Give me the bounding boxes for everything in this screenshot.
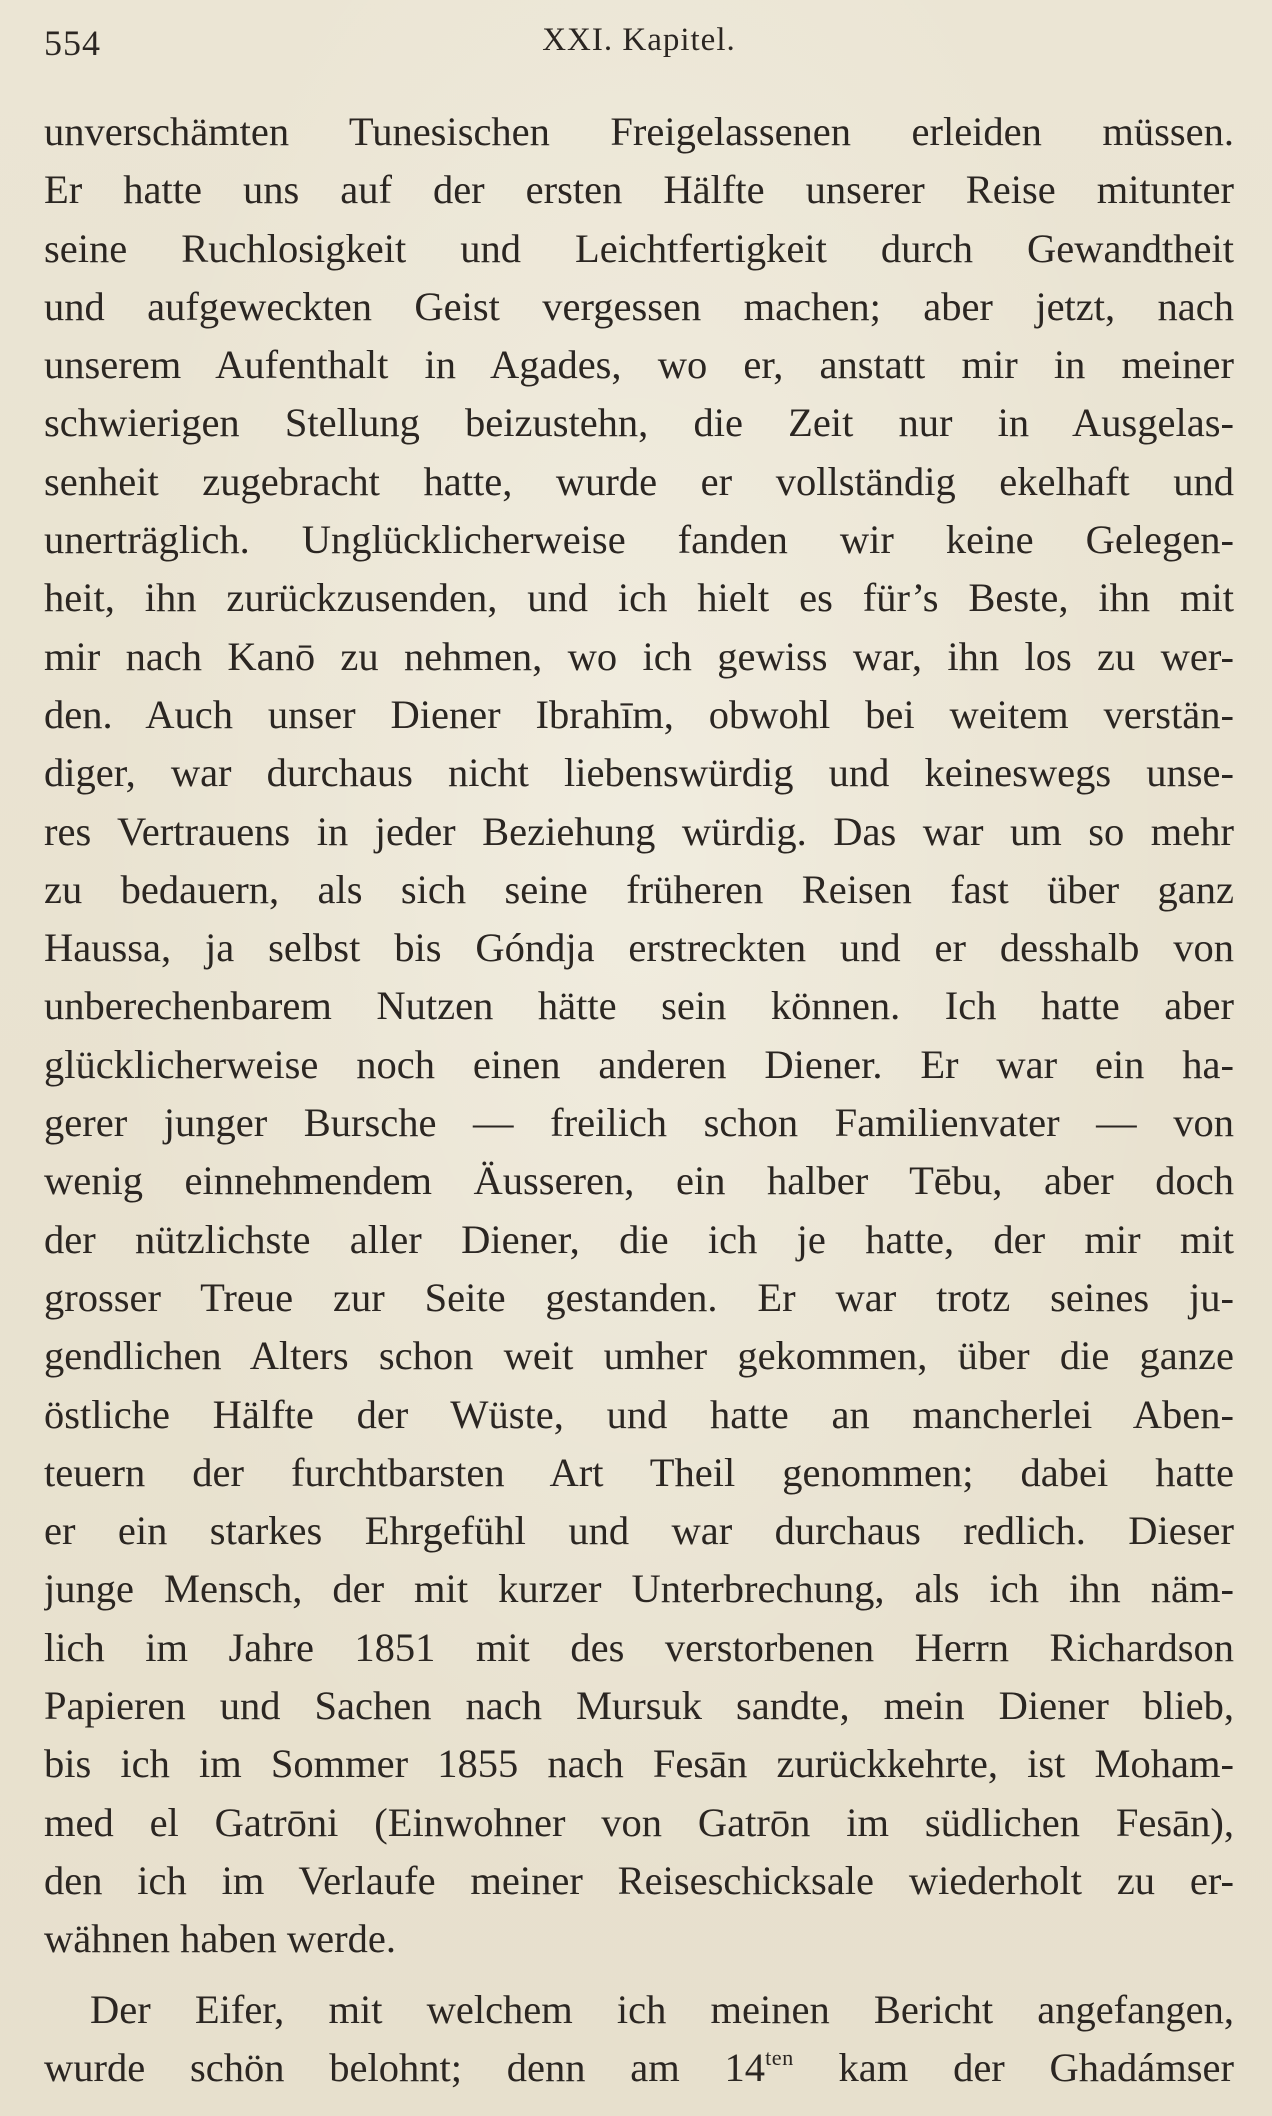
text-line: Papieren und Sachen nach Mursuk sandte, mein Diener blieb, (44, 1683, 1234, 1729)
text-line: östliche Hälfte der Wüste, und hatte an mancherlei Aben- (44, 1391, 1234, 1437)
text-line: junge Mensch, der mit kurzer Unterbrechung, als ich ihn näm- (44, 1566, 1234, 1612)
text-line: teuern der furchtbarsten Art Theil genommen; dabei hatte (44, 1449, 1234, 1495)
text-line: gerer junger Bursche — freilich schon Familienvater — von (44, 1100, 1234, 1146)
paragraph-gap (44, 1969, 1234, 1981)
text-line: er ein starkes Ehrgefühl und war durchaus redlich. Dieser (44, 1508, 1234, 1554)
text-line: wenig einnehmendem Äusseren, ein halber Tēbu, aber doch (44, 1158, 1234, 1204)
chapter-title: XXI. Kapitel. (542, 22, 736, 58)
text-line: med el Gatrōni (Einwohner von Gatrōn im südlichen Fesān), (44, 1799, 1234, 1845)
text-line: und aufgeweckten Geist vergessen machen; aber jetzt, nach (44, 283, 1234, 329)
text-line: grosser Treue zur Seite gestanden. Er war trotz seines ju- (44, 1274, 1234, 1320)
paragraph (44, 1981, 1234, 2098)
text-line: glücklicherweise noch einen anderen Diener. Er war ein ha- (44, 1041, 1234, 1087)
text-line: unerträglich. Unglücklicherweise fanden wir keine Gelegen- (44, 517, 1234, 563)
text-line: der nützlichste aller Diener, die ich je hatte, der mir mit (44, 1216, 1234, 1262)
text-line: unserem Aufenthalt in Agades, wo er, anstatt mir in meiner (44, 342, 1234, 388)
text-line: zu bedauern, als sich seine früheren Reisen fast über ganz (44, 866, 1234, 912)
text-line: unverschämten Tunesischen Freigelassenen erleiden müssen. (44, 109, 1234, 154)
text-segment: wurde schön belohnt; denn am 14 (44, 2044, 766, 2090)
text-line: lich im Jahre 1851 mit des verstorbenen Herrn Richardson (44, 1624, 1234, 1670)
text-line: unberechenbarem Nutzen hätte sein können. Ich hatte aber (44, 983, 1234, 1029)
text-line: Der Eifer, mit welchem ich meinen Bericht angefangen, (90, 1986, 1234, 2032)
text-line: senheit zugebracht hatte, wurde er vollständig ekelhaft und (44, 458, 1234, 504)
text-line: Haussa, ja selbst bis Góndja erstreckten und er desshalb von (44, 925, 1234, 971)
text-line: mir nach Kanō zu nehmen, wo ich gewiss war, ihn los zu wer- (44, 633, 1234, 679)
body-text (44, 103, 1234, 2097)
running-head (44, 22, 1234, 72)
superscript: ten (765, 2045, 794, 2071)
text-line: seine Ruchlosigkeit und Leichtfertigkeit durch Gewandtheit (44, 225, 1234, 271)
text-line: den. Auch unser Diener Ibrahīm, obwohl bei weitem verstän- (44, 691, 1234, 737)
text-line: schwierigen Stellung beizustehn, die Zeit nur in Ausgelas- (44, 400, 1234, 446)
text-line: diger, war durchaus nicht liebenswürdig und keineswegs unse- (44, 750, 1234, 796)
text-line: wähnen haben werde. (44, 1916, 396, 1962)
text-line: heit, ihn zurückzusenden, und ich hielt es für’s Beste, ihn mit (44, 575, 1234, 621)
text-line: bis ich im Sommer 1855 nach Fesān zurückkehrte, ist Moham- (44, 1741, 1234, 1787)
text-line: res Vertrauens in jeder Beziehung würdig. Das war um so mehr (44, 808, 1234, 854)
text-line: Er hatte uns auf der ersten Hälfte unserer Reise mitunter (44, 167, 1234, 213)
text-segment: kam der Ghadámser (793, 2044, 1234, 2090)
text-line (44, 2039, 1234, 2097)
paragraph (44, 103, 1234, 1969)
text-line: den ich im Verlaufe meiner Reiseschicksale wiederholt zu er- (44, 1857, 1234, 1903)
text-line: gendlichen Alters schon weit umher gekommen, über die ganze (44, 1333, 1234, 1379)
page-number: 554 (44, 23, 101, 63)
